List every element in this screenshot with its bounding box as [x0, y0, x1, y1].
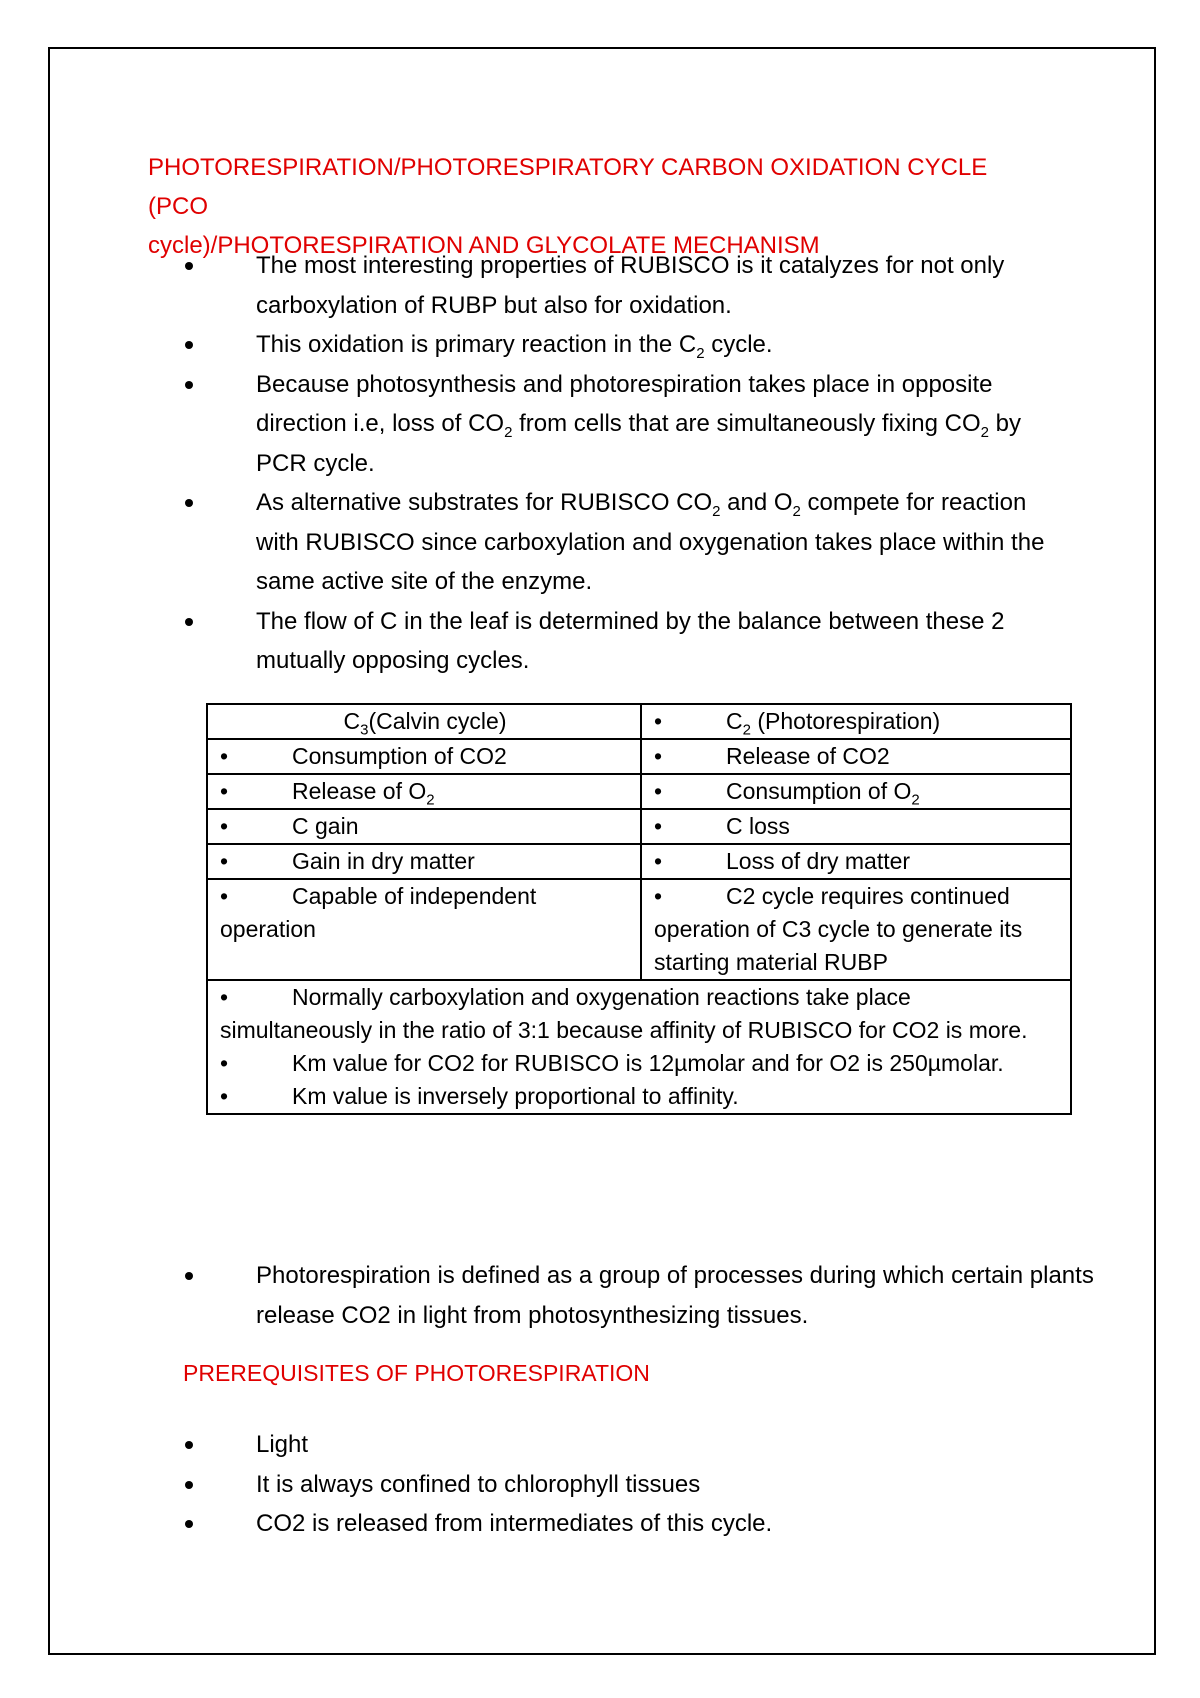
table-header-c2: • $C_2$ (Photorespiration)	[641, 704, 1071, 739]
intro-bullet-list	[185, 246, 1045, 681]
comparison-table	[206, 703, 1072, 1115]
table-cell: • C2 cycle requires continued operation of C3 cycle to generate its starting material RUBP	[641, 879, 1071, 980]
table-cell: • Consumption of CO2	[207, 739, 641, 774]
table-note: • Km value is inversely proportional to affinity.	[220, 1083, 739, 1109]
table-row	[207, 809, 1071, 844]
table-cell: • Release of $O_2$	[207, 774, 641, 809]
bullet-icon	[185, 1441, 193, 1449]
table-row	[207, 879, 1071, 980]
bullet-icon	[185, 381, 193, 389]
prerequisites-list	[185, 1425, 1085, 1544]
table-cell: • Loss of dry matter	[641, 844, 1071, 879]
list-item: The most interesting properties of RUBISCO is it catalyzes for not only carboxylation of RUBP but also for oxidation.	[185, 246, 1045, 325]
list-item: It is always confined to chlorophyll tissues	[185, 1465, 1085, 1505]
bullet-icon	[185, 1272, 193, 1280]
bullet-icon	[185, 262, 193, 270]
list-item: Photorespiration is defined as a group of processes during which certain plants release CO2 in light from photosynthesizing tissues.	[185, 1256, 1105, 1335]
table-row	[207, 774, 1071, 809]
table-cell: • C gain	[207, 809, 641, 844]
table-cell: • Release of CO2	[641, 739, 1071, 774]
table-cell: • C loss	[641, 809, 1071, 844]
list-item: Light	[185, 1425, 1085, 1465]
bullet-icon	[185, 1520, 193, 1528]
bullet-icon	[185, 618, 193, 626]
table-note: • Km value for CO2 for RUBISCO is 12µmolar and for O2 is 250µmolar.	[220, 1050, 1004, 1076]
heading-line-2: cycle)/PHOTORESPIRATION AND GLYCOLATE MECHANISM	[148, 232, 820, 259]
list-item: CO2 is released from intermediates of this cycle.	[185, 1504, 1085, 1544]
heading-line-1: PHOTORESPIRATION/PHOTORESPIRATORY CARBON OXIDATION CYCLE (PCO	[148, 154, 988, 220]
bullet-icon	[185, 1481, 193, 1489]
bullet-icon	[185, 499, 193, 507]
definition-bullet-list	[185, 1256, 1105, 1335]
table-notes-row	[207, 980, 1071, 1114]
list-item: Because photosynthesis and photorespiration takes place in opposite direction i.e, loss of $CO_2$ from cells that are simultaneously fixing $CO_2$ by PCR cycle.	[185, 365, 1045, 484]
table-header-row	[207, 704, 1071, 739]
table-cell: • Capable of independent operation	[207, 879, 641, 980]
table-cell: • Consumption of $O_2$	[641, 774, 1071, 809]
bullet-icon	[185, 341, 193, 349]
table-row	[207, 739, 1071, 774]
table-notes-cell	[207, 980, 1071, 1114]
list-item: This oxidation is primary reaction in the $C_2$ cycle.	[185, 325, 1045, 365]
table-row	[207, 844, 1071, 879]
table-header-c3: $C_3(Calvin$ cycle)	[207, 704, 641, 739]
list-item: The flow of C in the leaf is determined by the balance between these 2 mutually opposing cycles.	[185, 602, 1045, 681]
list-item: As alternative substrates for RUBISCO $CO_2$ and $O_2$ compete for reaction with RUBISCO since carboxylation and oxygenation takes place within the same active site of the enzyme.	[185, 483, 1045, 602]
table-cell: • Gain in dry matter	[207, 844, 641, 879]
prerequisites-heading: PREREQUISITES OF PHOTORESPIRATION	[183, 1360, 650, 1386]
table-note: • Normally carboxylation and oxygenation reactions take place simultaneously in the ratio of 3:1 because affinity of RUBISCO for CO2 is more.	[220, 984, 1028, 1043]
